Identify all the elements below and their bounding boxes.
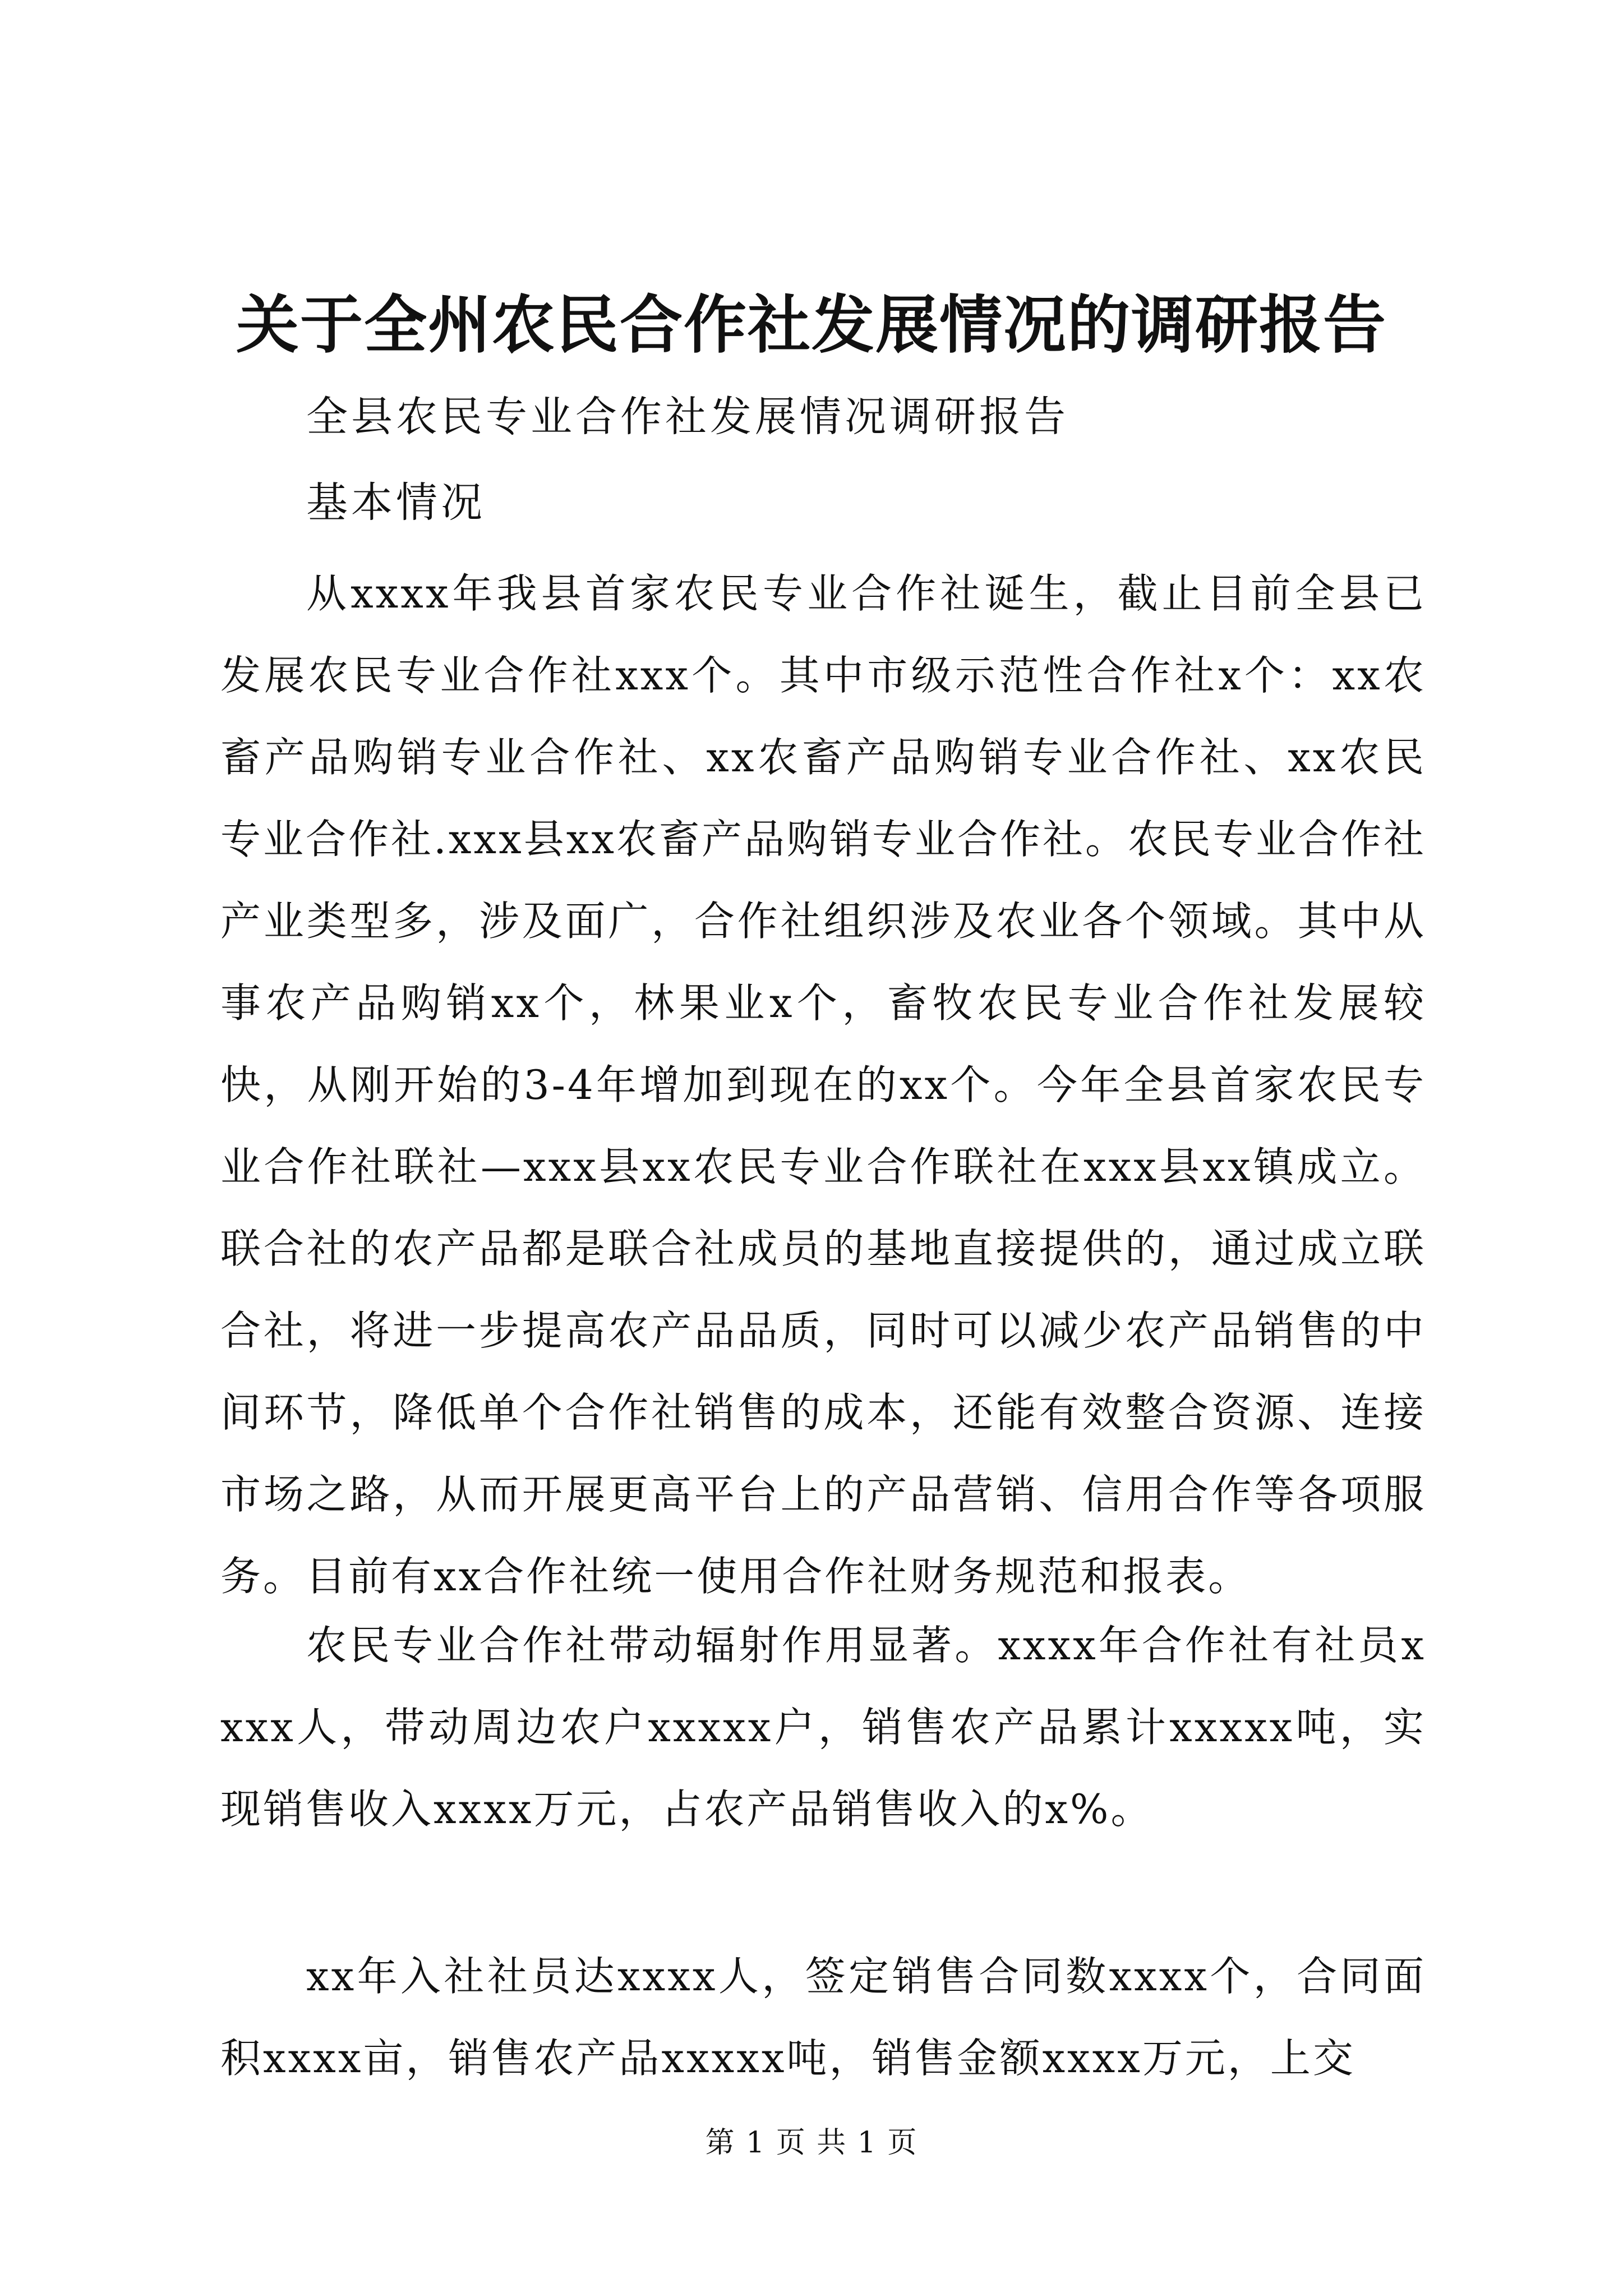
section-heading: 基本情况 — [306, 478, 486, 527]
paragraph-membership — [220, 1935, 1426, 2099]
paragraph-radiation-effect — [220, 1604, 1426, 1850]
paragraph-basic-info — [220, 553, 1426, 1617]
document-title: 关于全州农民合作社发展情况的调研报告 — [236, 288, 1387, 362]
page-footer: 第 1 页 共 1 页 — [705, 2126, 918, 2160]
paragraph-text: xx年入社社员达xxxx人，签定销售合同数xxxx个，合同面积xxxx亩，销售农产品xxxxx吨，销售金额xxxx万元，上交 — [220, 1953, 1426, 2082]
paragraph-text: 从xxxx年我县首家农民专业合作社诞生，截止目前全县已发展农民专业合作社xxx个。其中市级示范性合作社x个：xx农畜产品购销专业合作社、xx农畜产品购销专业合作社、xx农民专业合作社.xxx县xx农畜产品购销专业合作社。农民专业合作社产业类型多，涉及面广，合作社组织涉及农业各个领域。其中从事农产品购销xx个，林果业x个，畜牧农民专业合作社发展较快，从刚开始的3-4年增加到现在的xx个。今年全县首家农民专业合作社联社—xxx县xx农民专业合作联社在xxx县xx镇成立。联合社的农产品都是联合社成员的基地直接提供的，通过成立联合社，将进一步提高农产品品质，同时可以减少农产品销售的中间环节，降低单个合作社销售的成本，还能有效整合资源、连接市场之路，从而开展更高平台上的产品营销、信用合作等各项服务。目前有xx合作社统一使用合作社财务规范和报表。 — [220, 570, 1426, 1600]
document-subtitle: 全县农民专业合作社发展情况调研报告 — [306, 393, 1069, 441]
paragraph-text: 农民专业合作社带动辐射作用显著。xxxx年合作社有社员xxxx人，带动周边农户xxxxx户，销售农产品累计xxxxx吨，实现销售收入xxxx万元，占农产品销售收入的x%。 — [220, 1622, 1426, 1833]
